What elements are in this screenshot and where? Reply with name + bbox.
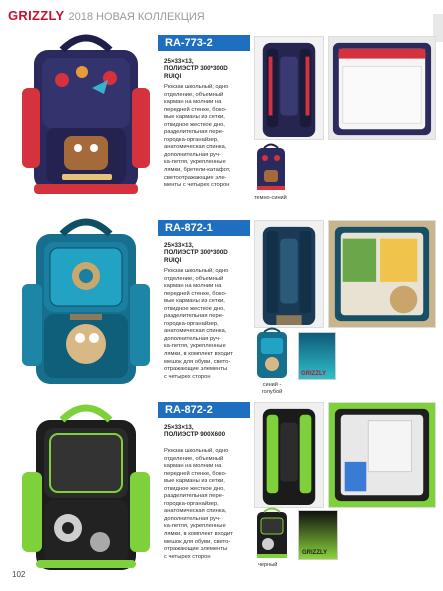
backpack-inside-photo bbox=[328, 220, 436, 328]
product-card bbox=[0, 28, 443, 203]
color-name: синий - голубой bbox=[261, 382, 283, 395]
shoe-bag-brand-label: GRIZZLY bbox=[302, 550, 328, 556]
color-name: черный bbox=[258, 562, 278, 568]
backpack-back-photo bbox=[254, 220, 324, 328]
product-description: Рюкзак школьный, одно отделение, объемный карман на молнии на передней стенке, боко- вые карманы из сетки, откидное жесткое дно, разделительная пере- городка-органайзер, анатомическая спинка, дополнительная руч- ка-петля, укрепленные лямки, в комплект входит мешок для обуви, свето- отражающие элементы с четырех сторон bbox=[164, 448, 233, 560]
page-header bbox=[8, 8, 205, 26]
backpack-back-photo bbox=[254, 36, 324, 140]
backpack-inside-photo bbox=[328, 36, 436, 140]
backpack-inside-photo bbox=[328, 402, 436, 508]
product-card bbox=[0, 214, 443, 394]
backpack-thumbnail bbox=[254, 506, 290, 560]
backpack-thumbnail bbox=[254, 326, 290, 380]
product-code: RA-773-2 bbox=[158, 35, 250, 51]
shoe-bag-brand-label: GRIZZLY bbox=[301, 371, 327, 377]
page-number: 102 bbox=[12, 570, 26, 579]
backpack-main-image bbox=[22, 28, 150, 200]
product-description: Рюкзак школьный, одно отделение, объемный карман на молнии на передней стенке, боко- вые карманы из сетки, откидное жесткое дно, разделительная пере- городка-органайзер, анатомическая спинка, дополнительная руч- ка-петля, укрепленные лямки, бретели-катафот, светоотражающие эле- менты с четырех сторон bbox=[164, 84, 231, 189]
brand-logo: GRIZZLY bbox=[8, 8, 65, 23]
product-code: RA-872-2 bbox=[158, 402, 250, 418]
product-description: Рюкзак школьный, одно отделение, объемный карман на молнии на передней стенке, боко- вые карманы из сетки, откидное жесткое дно, разделительная пере- городка-органайзер, анатомическая спинка, дополнительная руч- ка-петля, укрепленные лямки, в комплект входит мешок для обуви, свето- отражающие элементы с четырех сторон bbox=[164, 268, 233, 380]
collection-title: 2018 НОВАЯ КОЛЛЕКЦИЯ bbox=[68, 11, 205, 23]
backpack-back-photo bbox=[254, 402, 324, 508]
product-code: RA-872-1 bbox=[158, 220, 250, 236]
color-name: темно-синий bbox=[254, 195, 287, 201]
backpack-main-image bbox=[22, 214, 150, 394]
product-specs: 25×33×13, ПОЛИЭСТР 300*300D RUIQI bbox=[164, 58, 228, 80]
product-specs: 25×33×13, ПОЛИЭСТР 300*300D RUIQI bbox=[164, 242, 228, 264]
backpack-main-image bbox=[22, 400, 150, 580]
product-specs: 25×33×13, ПОЛИЭСТР 900Х600 bbox=[164, 424, 226, 439]
backpack-thumbnail bbox=[254, 142, 288, 192]
product-card bbox=[0, 400, 443, 578]
